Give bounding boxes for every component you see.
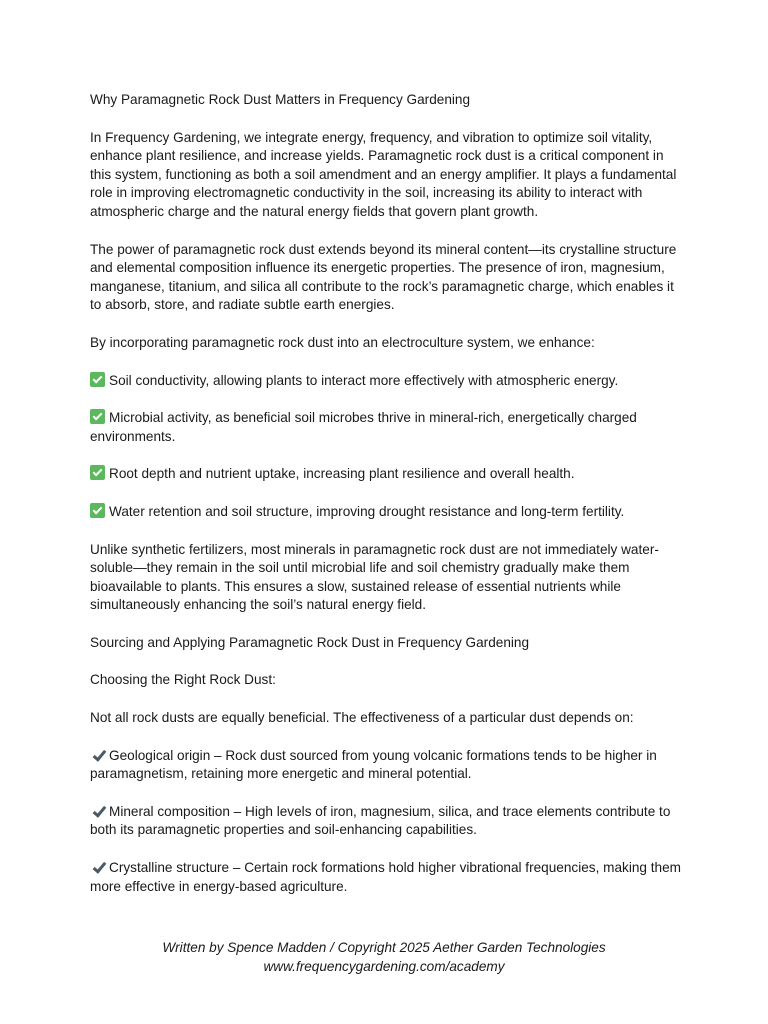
- intro-paragraph: In Frequency Gardening, we integrate energy, frequency, and vibration to optimize soil vitality, enhance plant resilience, and increase yields. Paramagnetic rock dust is a critical component in this system, functioning as both a soil amendment and an energy amplifier. It plays a fundamental role in improving electromagnetic conductivity in the soil, increasing its ability to interact with atmospheric charge and the natural energy fields that govern plant growth.: [90, 129, 677, 219]
- benefit-item: [90, 503, 682, 522]
- benefit-text: Water retention and soil structure, improving drought resistance and long-term fertility.: [109, 503, 625, 519]
- page-footer: [0, 939, 768, 976]
- benefit-item: [90, 372, 682, 391]
- green-check-icon: [90, 503, 105, 518]
- benefit-text: Soil conductivity, allowing plants to interact more effectively with atmospheric energy.: [109, 372, 619, 388]
- benefit-text: Microbial activity, as beneficial soil microbes thrive in mineral-rich, energetically charged environments.: [90, 410, 637, 444]
- power-paragraph: The power of paramagnetic rock dust extends beyond its mineral content—its crystalline structure and elemental composition influence its energetic properties. The presence of iron, magnesium, manganese, titanium, and silica all contribute to the rock’s paramagnetic charge, which enables it to absorb, store, and radiate subtle earth energies.: [90, 241, 677, 313]
- criteria-intro: Not all rock dusts are equally beneficial. The effectiveness of a particular dust depends on:: [90, 710, 634, 726]
- benefit-item: [90, 465, 682, 484]
- document-body: [90, 91, 682, 915]
- criteria-item: [90, 803, 682, 840]
- section-heading: Sourcing and Applying Paramagnetic Rock Dust in Frequency Gardening: [90, 634, 530, 650]
- benefit-text: Root depth and nutrient uptake, increasing plant resilience and overall health.: [109, 466, 575, 482]
- criteria-item: [90, 859, 682, 896]
- green-check-icon: [90, 372, 105, 387]
- criteria-text: Mineral composition – High levels of iron, magnesium, silica, and trace elements contribute to both its paramagnetic properties and soil-enhancing capabilities.: [90, 803, 671, 838]
- enhance-intro: By incorporating paramagnetic rock dust into an electroculture system, we enhance:: [90, 334, 595, 350]
- benefit-item: [90, 409, 682, 446]
- footer-credit: Written by Spence Madden / Copyright 2025 Aether Garden Technologies: [162, 940, 606, 955]
- dark-check-icon: [90, 748, 105, 762]
- criteria-text: Geological origin – Rock dust sourced from young volcanic formations tends to be higher in paramagnetism, retaining more energetic and mineral potential.: [90, 747, 657, 782]
- criteria-text: Crystalline structure – Certain rock formations hold higher vibrational frequencies, making them more effective in energy-based agriculture.: [90, 860, 681, 894]
- criteria-item: [90, 747, 682, 784]
- subheading: Choosing the Right Rock Dust:: [90, 672, 276, 688]
- footer-url: www.frequencygardening.com/academy: [263, 958, 505, 974]
- dark-check-icon: [90, 804, 105, 818]
- document-title: Why Paramagnetic Rock Dust Matters in Frequency Gardening: [90, 92, 471, 107]
- dark-check-icon: [90, 860, 105, 874]
- synthetic-paragraph: Unlike synthetic fertilizers, most minerals in paramagnetic rock dust are not immediately water-soluble—they remain in the soil until microbial life and soil chemistry gradually make them bioavailable to plants. This ensures a slow, sustained release of essential nutrients while simultaneously enhancing the soil’s natural energy field.: [90, 541, 659, 613]
- green-check-icon: [90, 409, 105, 424]
- green-check-icon: [90, 465, 105, 480]
